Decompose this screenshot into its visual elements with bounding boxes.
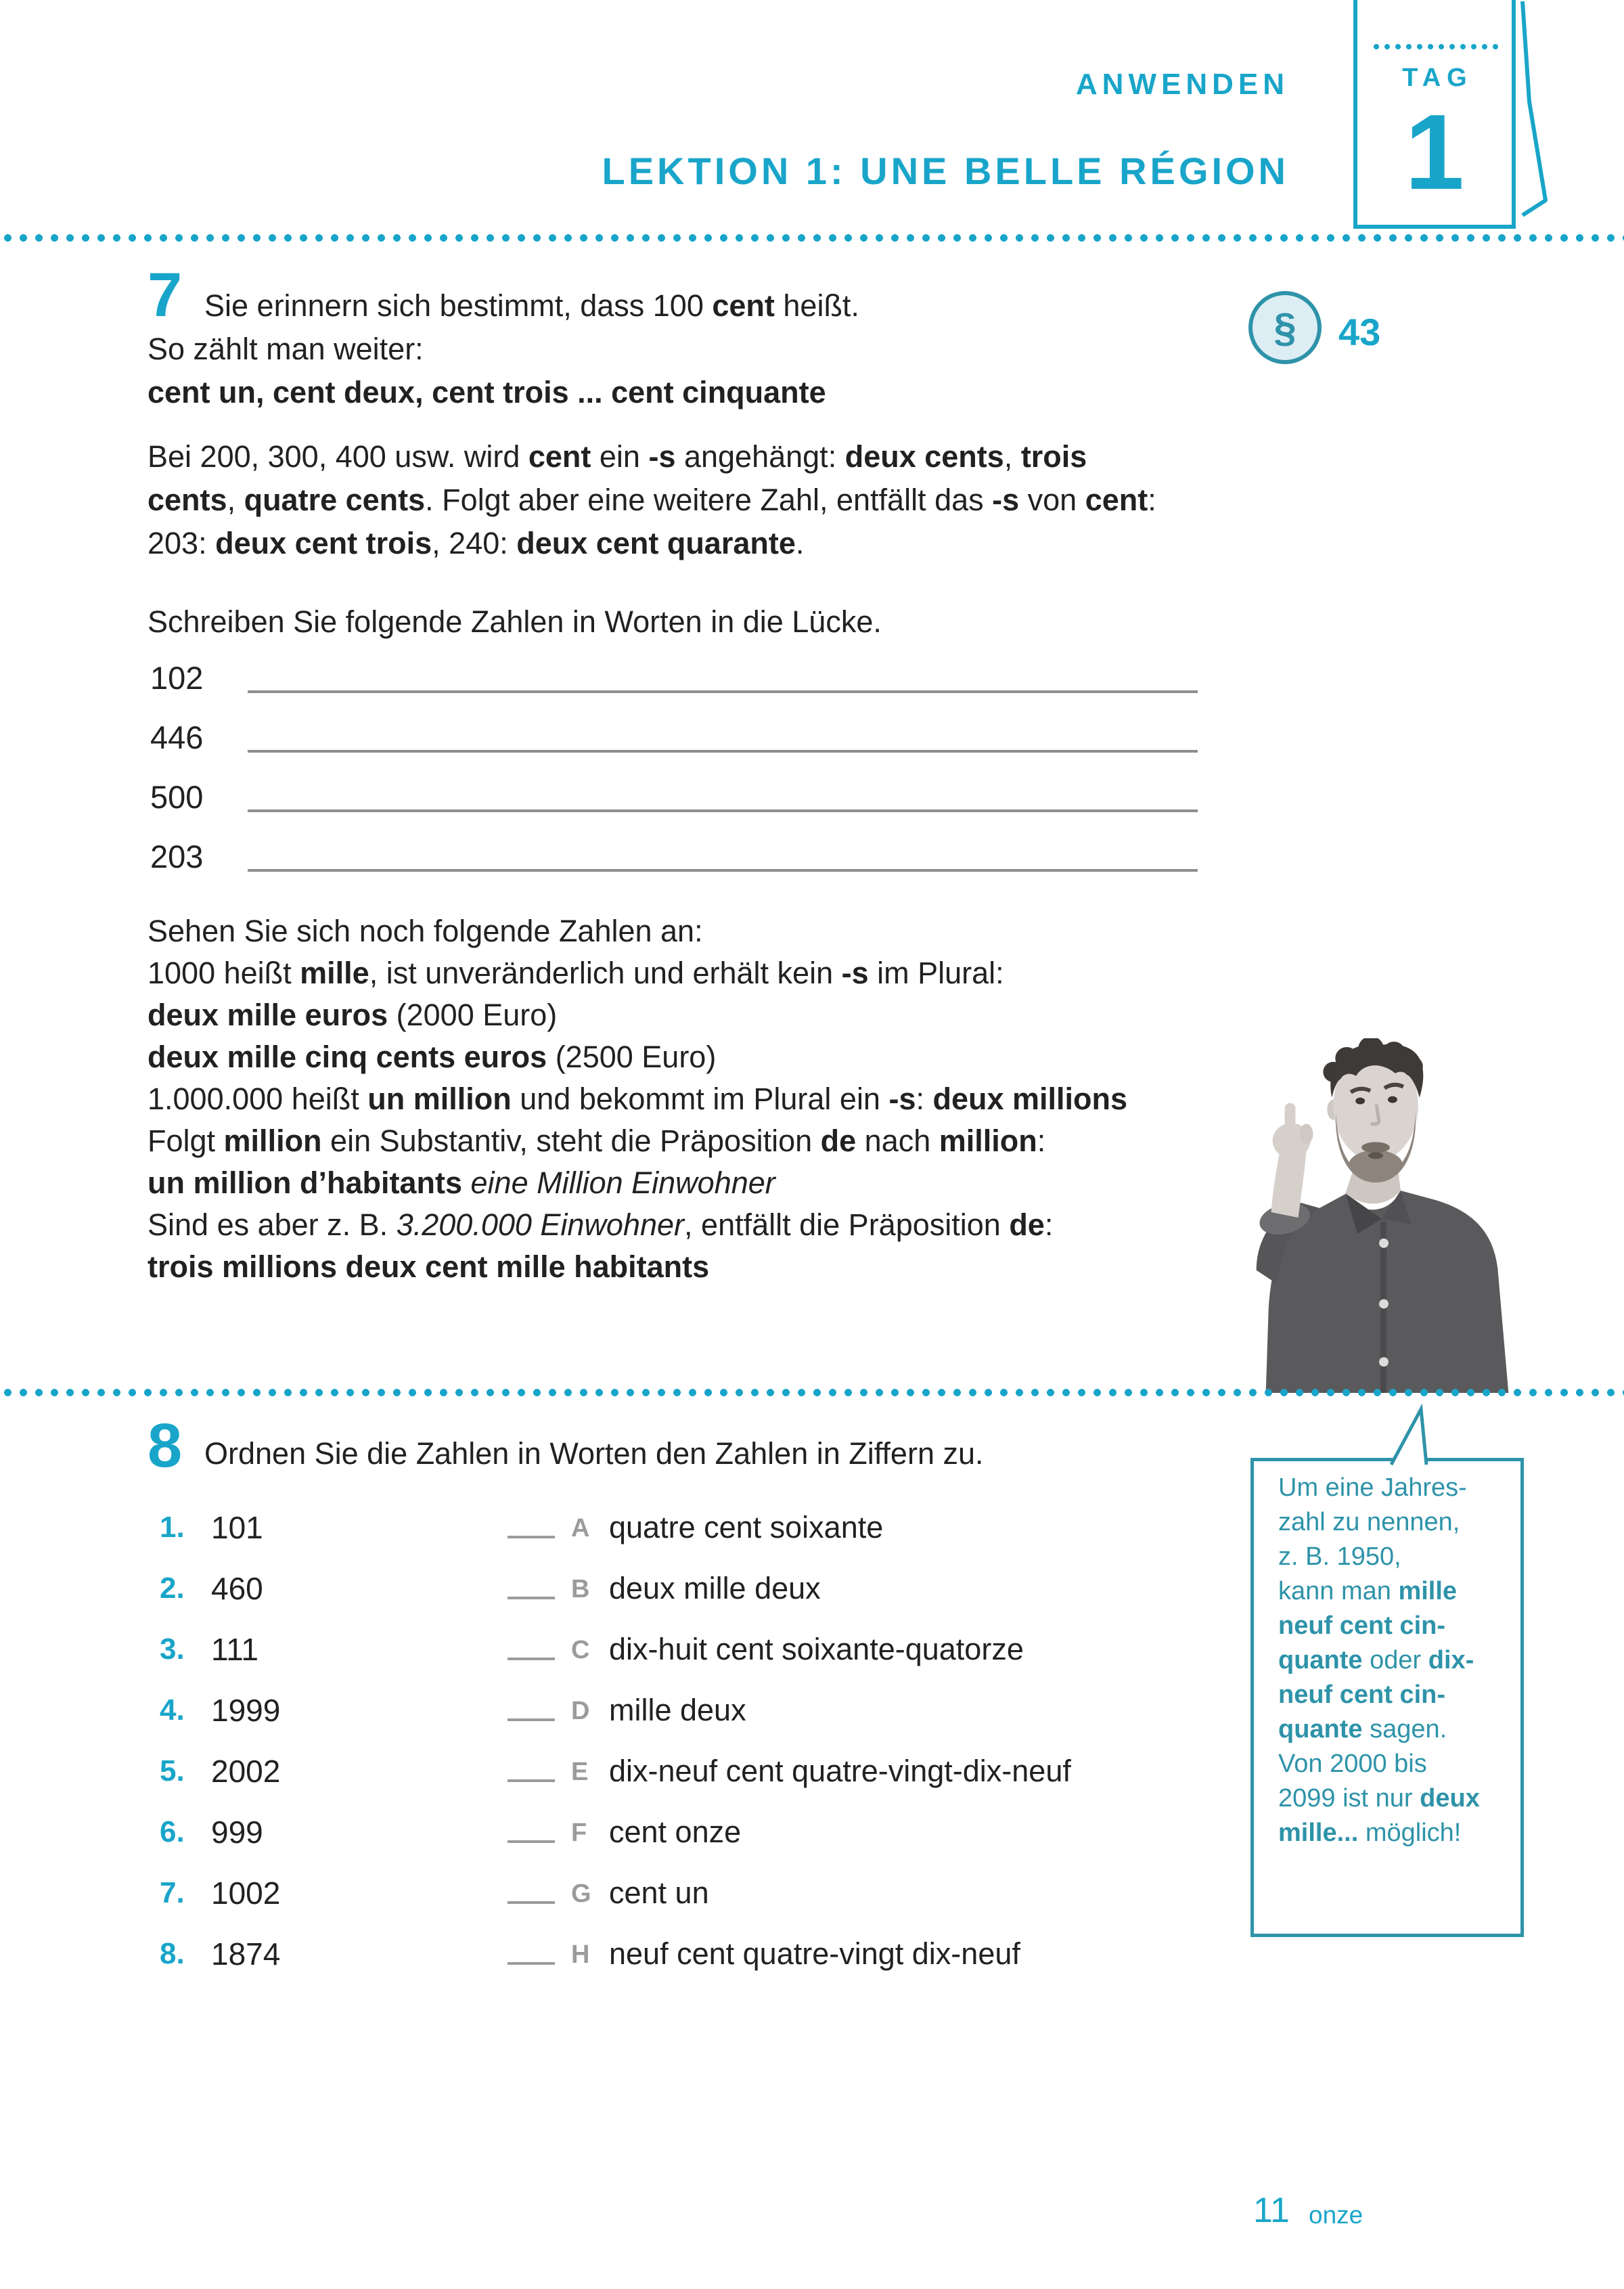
exercise-7-intro (148, 284, 1230, 414)
match-number: 1. (160, 1511, 185, 1544)
page-number: 11 (1253, 2191, 1290, 2230)
fill-in-line[interactable] (248, 809, 1198, 812)
match-answer-blank[interactable] (508, 1658, 555, 1660)
text-line: Um eine Jahres- (1278, 1473, 1467, 1502)
dotted-divider (0, 1388, 1624, 1397)
match-row (150, 1935, 1246, 1980)
text-line: neuf cent cin- (1278, 1612, 1446, 1640)
match-value: 1002 (211, 1875, 281, 1911)
grammar-ref-number: 43 (1338, 311, 1381, 353)
calendar-perforation-dots-icon (1371, 43, 1504, 50)
match-letter: A (571, 1514, 590, 1542)
text-line: cents, quatre cents. Folgt aber eine weitere Zahl, entfällt das -s von cent: (148, 483, 1156, 517)
text-line: Bei 200, 300, 400 usw. wird cent ein -s angehängt: deux cents, trois (148, 439, 1087, 474)
man-pointing-photo (1218, 1038, 1556, 1393)
text-line: Sind es aber z. B. 3.200.000 Einwohner, entfällt die Präposition de: (148, 1207, 1054, 1242)
text-line: So zählt man weiter: (148, 332, 424, 366)
dotted-divider (0, 234, 1624, 242)
calendar-day-label: TAG (1402, 64, 1473, 92)
text-line: cent un, cent deux, cent trois ... cent cinquante (148, 375, 826, 409)
match-row (150, 1752, 1246, 1797)
fill-in-row (150, 840, 1206, 881)
match-value: 1999 (211, 1693, 281, 1728)
text-line: Sehen Sie sich noch folgende Zahlen an: (148, 914, 703, 948)
exercise-8-instruction: Ordnen Sie die Zahlen in Worten den Zahlen in Ziffern zu. (204, 1436, 984, 1471)
text-line: Folgt million ein Substantiv, steht die Präposition de nach million: (148, 1124, 1046, 1158)
day-calendar-icon (1353, 0, 1516, 229)
match-text: quatre cent soixante (609, 1510, 884, 1544)
fill-in-number: 102 (150, 660, 204, 696)
text-line: trois millions deux cent mille habitants (148, 1249, 710, 1284)
match-letter: B (571, 1575, 590, 1603)
match-answer-blank[interactable] (508, 1718, 555, 1721)
match-row (150, 1630, 1246, 1675)
match-value: 2002 (211, 1754, 281, 1789)
match-row (150, 1874, 1246, 1919)
text-line: kann man mille (1278, 1577, 1458, 1605)
text-line: 203: deux cent trois, 240: deux cent quarante. (148, 526, 805, 560)
match-answer-blank[interactable] (508, 1962, 555, 1965)
text-line: 1000 heißt mille, ist unveränderlich und erhält kein -s im Plural: (148, 956, 1004, 990)
text-line: Von 2000 bis (1278, 1750, 1427, 1778)
text-line: quante oder dix- (1278, 1646, 1474, 1674)
text-line: quante sagen. (1278, 1715, 1447, 1743)
exercise-7-notes (148, 910, 1230, 1288)
text-line: neuf cent cin- (1278, 1681, 1446, 1709)
speech-bubble-pointer-icon (1380, 1402, 1448, 1466)
paragraph-icon: § (1248, 291, 1322, 364)
fill-in-number: 203 (150, 839, 204, 874)
text-line: deux mille cinq cents euros (2500 Euro) (148, 1040, 717, 1074)
tip-callout-text (1254, 1461, 1520, 1850)
fill-in-line[interactable] (248, 869, 1198, 872)
match-row (150, 1813, 1246, 1858)
match-value: 460 (211, 1571, 263, 1606)
text-line: zahl zu nennen, (1278, 1508, 1460, 1536)
exercise-7-instruction: Schreiben Sie folgende Zahlen in Worten in die Lücke. (148, 604, 882, 639)
text-line: un million d’habitants eine Million Einwohner (148, 1165, 775, 1200)
page-number-word: onze (1309, 2201, 1363, 2229)
fill-in-row (150, 661, 1206, 702)
match-text: cent un (609, 1875, 709, 1910)
match-text: dix-neuf cent quatre-vingt-dix-neuf (609, 1754, 1071, 1788)
fill-in-row (150, 721, 1206, 761)
fill-in-line[interactable] (248, 750, 1198, 753)
match-value: 111 (211, 1632, 258, 1667)
text-line: 1.000.000 heißt un million und bekommt im Plural ein -s: deux millions (148, 1082, 1128, 1116)
text-line: Sie erinnern sich bestimmt, dass 100 cent heißt. (204, 288, 859, 323)
calendar-day-number: 1 (1405, 93, 1464, 212)
match-answer-blank[interactable] (508, 1597, 555, 1599)
match-row (150, 1509, 1246, 1553)
match-letter: E (571, 1758, 589, 1786)
match-number: 3. (160, 1632, 185, 1666)
match-number: 5. (160, 1754, 185, 1787)
match-text: mille deux (609, 1693, 746, 1727)
match-number: 6. (160, 1815, 185, 1848)
text-line: deux mille euros (2000 Euro) (148, 998, 558, 1032)
tip-callout (1250, 1458, 1524, 1937)
match-text: dix-huit cent soixante-quatorze (609, 1632, 1024, 1666)
exercise-7-rule (148, 435, 1230, 565)
match-letter: F (571, 1819, 587, 1847)
match-value: 999 (211, 1815, 263, 1850)
fill-in-line[interactable] (248, 690, 1198, 693)
text-line: mille... möglich! (1278, 1819, 1462, 1847)
match-row (150, 1570, 1246, 1614)
text-line: 2099 ist nur deux (1278, 1784, 1480, 1813)
match-row (150, 1691, 1246, 1736)
match-number: 2. (160, 1572, 185, 1605)
match-answer-blank[interactable] (508, 1779, 555, 1782)
match-number: 4. (160, 1693, 185, 1727)
exercise-8-number: 8 (148, 1411, 183, 1480)
match-letter: D (571, 1697, 590, 1725)
match-text: cent onze (609, 1815, 742, 1849)
match-value: 1874 (211, 1936, 281, 1972)
text-line: z. B. 1950, (1278, 1542, 1401, 1571)
page-title: LEKTION 1: UNE BELLE RÉGION (602, 150, 1289, 192)
calendar-fold-icon (1514, 0, 1556, 226)
match-letter: C (571, 1636, 590, 1664)
match-letter: G (571, 1880, 591, 1908)
match-value: 101 (211, 1510, 263, 1545)
fill-in-row (150, 780, 1206, 821)
match-answer-blank[interactable] (508, 1901, 555, 1904)
match-text: neuf cent quatre-vingt dix-neuf (609, 1936, 1020, 1971)
fill-in-number: 500 (150, 779, 204, 815)
exercise-7-number: 7 (148, 261, 183, 330)
section-kicker: ANWENDEN (1075, 68, 1289, 101)
match-number: 7. (160, 1876, 185, 1909)
match-answer-blank[interactable] (508, 1536, 555, 1538)
match-answer-blank[interactable] (508, 1840, 555, 1843)
match-text: deux mille deux (609, 1571, 821, 1605)
fill-in-number: 446 (150, 719, 204, 755)
match-number: 8. (160, 1937, 185, 1970)
match-letter: H (571, 1940, 590, 1969)
